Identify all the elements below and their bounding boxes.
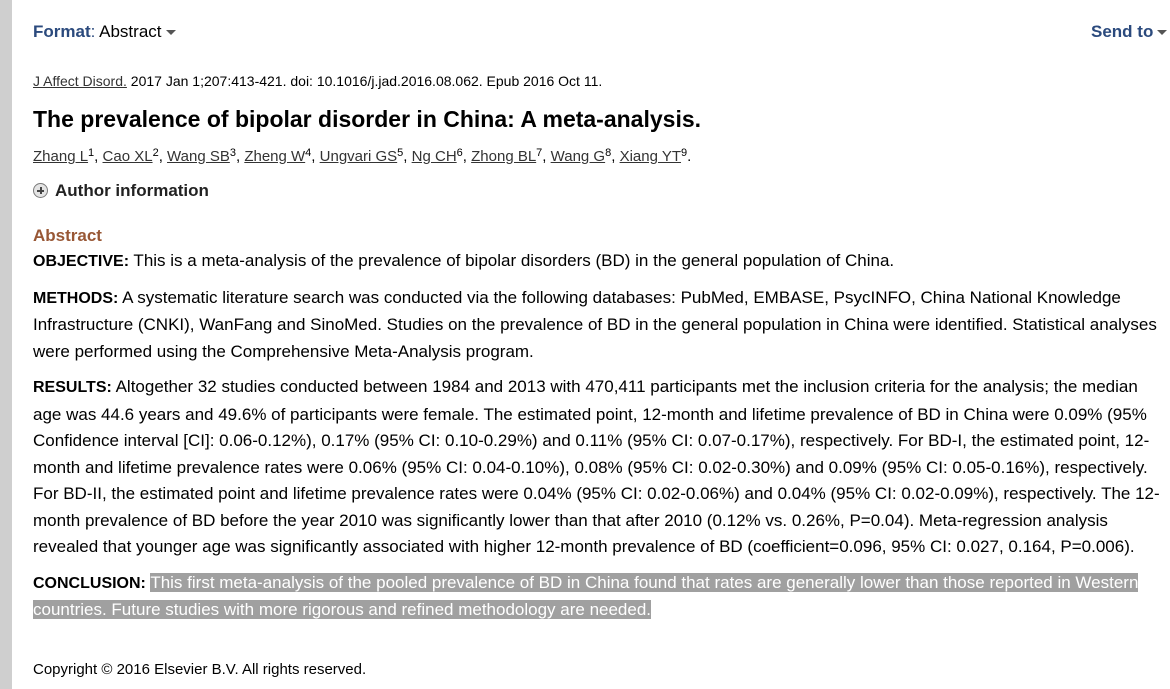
send-to-button[interactable]	[1091, 21, 1170, 43]
author-link[interactable]: Wang G	[550, 148, 606, 165]
format-label: Format	[33, 22, 91, 41]
article-title: The prevalence of bipolar disorder in China: A meta-analysis.	[33, 106, 702, 132]
author-affiliation-number[interactable]: 2	[152, 147, 159, 159]
author-information-label: Author information	[55, 181, 209, 200]
copyright-notice: Copyright © 2016 Elsevier B.V. All rights reserved.	[33, 661, 367, 678]
abstract-heading: Abstract	[33, 226, 102, 245]
author-affiliation-number[interactable]: 5	[397, 147, 404, 159]
author-information-toggle[interactable]	[33, 180, 209, 202]
author-affiliation-number[interactable]: 8	[605, 147, 612, 159]
author-link[interactable]: Wang SB	[167, 148, 230, 165]
methods-label: METHODS:	[33, 289, 119, 307]
conclusion-text-selected[interactable]: This first meta-analysis of the pooled prevalence of BD in China found that rates are generally lower than those reported in Western countries. Future studies with more rigorous and refined methodology are needed.	[33, 572, 1139, 619]
author-link[interactable]: Xiang YT	[619, 148, 682, 165]
author-affiliation-number[interactable]: 4	[305, 147, 312, 159]
objective-text: This is a meta-analysis of the prevalence of bipolar disorders (BD) in the general population of China.	[129, 251, 895, 270]
author-link[interactable]: Zheng W	[244, 148, 306, 165]
chevron-down-icon	[166, 30, 176, 35]
author-affiliation-number[interactable]: 6	[456, 147, 463, 159]
author-affiliation-number[interactable]: 1	[88, 147, 95, 159]
results-text: Altogether 32 studies conducted between 1984 and 2013 with 470,411 participants met the inclusion criteria for the analysis; the median age was 44.6 years and 49.6% of participants were female. The estimated point, 12-month and lifetime prevalence of BD in China were 0.09% (95% Confidence interval [CI]: 0.06-0.12%), 0.17% (95% CI: 0.10-0.29%) and 0.11% (95% CI: 0.07-0.17%), respectively. For BD-I, the estimated point, 12-month and lifetime prevalence rates were 0.06% (95% CI: 0.04-0.10%), 0.08% (95% CI: 0.02-0.30%) and 0.09% (95% CI: 0.05-0.16%), respectively. For BD-II, the estimated point and lifetime prevalence rates were 0.04% (95% CI: 0.02-0.06%) and 0.04% (95% CI: 0.02-0.09%), respectively. The 12-month prevalence of BD before the year 2010 was significantly lower than that after 2010 (0.12% vs. 0.26%, P=0.04). Meta-regression analysis revealed that younger age was significantly associated with higher 12-month prevalence of BD (coefficient=0.096, 95% CI: 0.027, 0.164, P=0.006).	[33, 377, 1160, 556]
format-value: Abstract	[99, 22, 162, 41]
format-bar	[33, 21, 1170, 43]
conclusion-section	[33, 570, 1165, 624]
format-selector[interactable]	[33, 22, 176, 41]
send-to-chevron-down-icon	[1157, 30, 1167, 35]
author-link[interactable]: Zhong BL	[471, 148, 537, 165]
author-link[interactable]: Ungvari GS	[319, 148, 398, 165]
methods-section	[33, 285, 1165, 366]
journal-link[interactable]: J Affect Disord.	[33, 73, 127, 89]
abstract-body	[33, 248, 1165, 633]
author-link[interactable]: Zhang L	[33, 148, 89, 165]
author-link[interactable]: Ng CH	[411, 148, 457, 165]
methods-text: A systematic literature search was conducted via the following databases: PubMed, EMBASE, PsycINFO, China National Knowledge Infrastructure (CNKI), WanFang and SinoMed. Studies on the prevalence of BD in the general population in China were identified. Statistical analyses were performed using the Comprehensive Meta-Analysis program.	[33, 287, 1157, 361]
author-affiliation-number[interactable]: 9	[681, 147, 688, 159]
conclusion-label: CONCLUSION:	[33, 574, 146, 592]
objective-label: OBJECTIVE:	[33, 253, 130, 270]
format-separator: :	[90, 22, 100, 41]
results-label: RESULTS:	[33, 379, 112, 396]
objective-section	[33, 248, 1165, 276]
left-scroll-rail	[0, 0, 12, 689]
author-affiliation-number[interactable]: 3	[229, 147, 236, 159]
author-affiliation-number[interactable]: 7	[536, 147, 543, 159]
author-link[interactable]: Cao XL	[102, 148, 153, 165]
author-list: Zhang $L^1$, Cao $XL^2$, Wang $SB^3$, Zheng $W^4$, Ungvari $GS^5$, Ng $CH^6$, Zhong $BL^7$, Wang $G^8$, Xiang $YT^9$.	[33, 147, 692, 165]
article-content	[33, 0, 1170, 689]
citation-details: 2017 Jan 1;207:413-421. doi: 10.1016/j.jad.2016.08.062. Epub 2016 Oct 11.	[130, 73, 603, 89]
send-to-label: Send to	[1091, 22, 1154, 41]
results-section	[33, 374, 1165, 561]
citation	[33, 72, 602, 90]
expand-plus-icon[interactable]	[33, 183, 48, 198]
